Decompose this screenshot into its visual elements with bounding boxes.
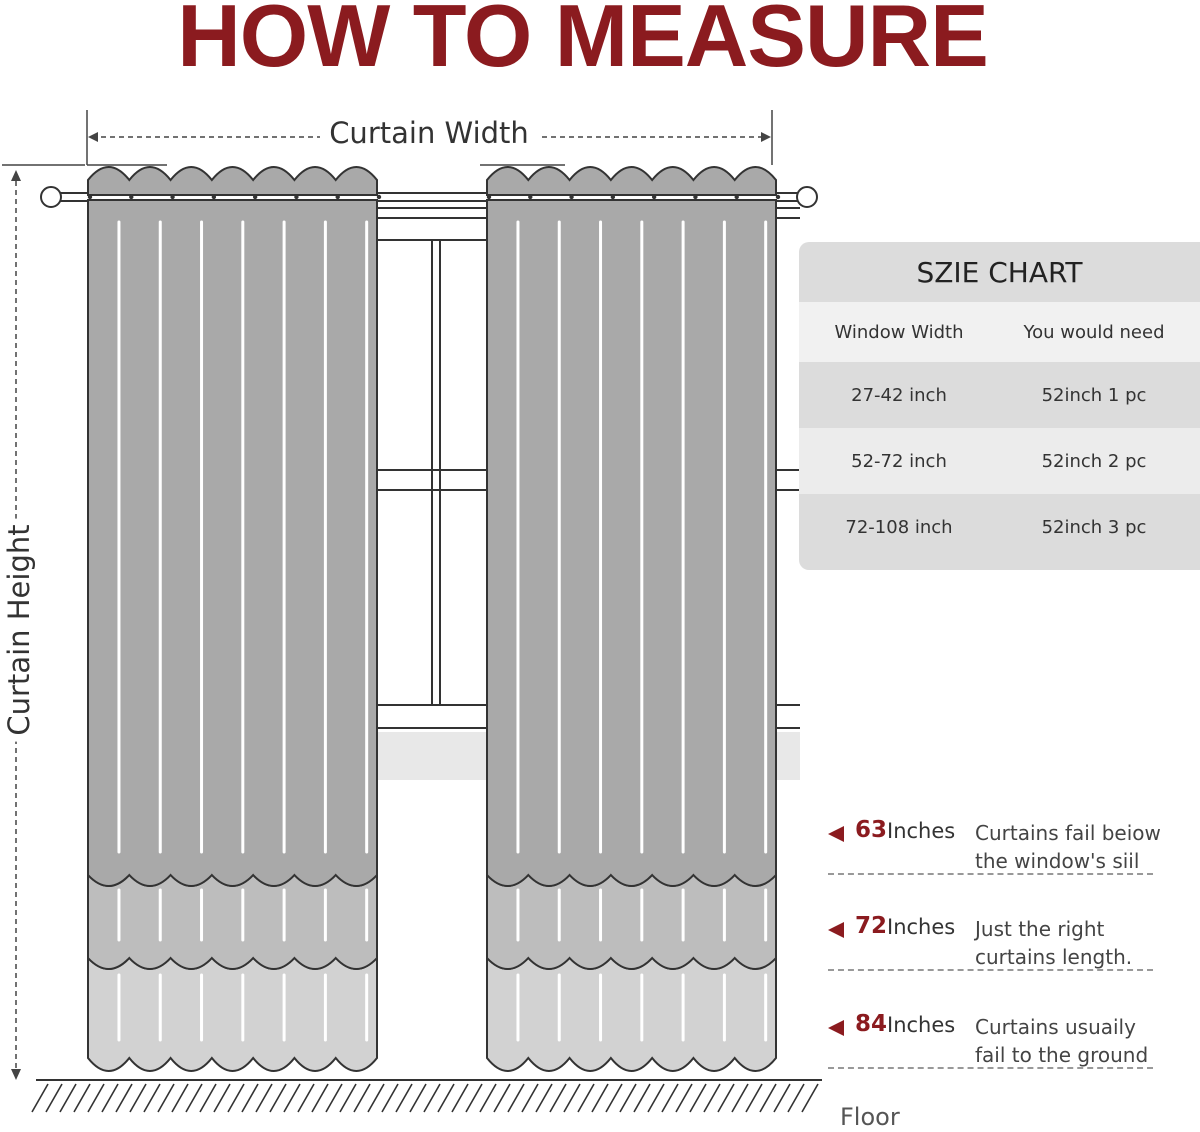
floor-label: Floor <box>840 1103 900 1131</box>
size-chart-row <box>799 494 1200 560</box>
left-arrow-icon <box>828 826 844 842</box>
length-unit: Inches <box>887 1013 956 1037</box>
window-width-cell: 27-42 inch <box>851 384 947 406</box>
floor <box>32 1080 822 1112</box>
need-cell: 52inch 2 pc <box>1041 450 1147 472</box>
curtain-middle-band <box>487 875 776 969</box>
curtain-bottom-band <box>88 958 377 1071</box>
size-chart-header-row <box>799 302 1200 362</box>
size-chart-title: SZIE CHART <box>916 256 1083 289</box>
dashed-divider <box>828 1067 1153 1069</box>
curtain-header <box>487 167 776 195</box>
curtain-bottom-band <box>487 958 776 1071</box>
header-you-would-need: You would need <box>1023 321 1165 343</box>
length-value: 84 <box>855 1011 888 1037</box>
window-sill <box>775 732 800 780</box>
window-width-cell: 72-108 inch <box>845 516 953 538</box>
curtain-height-label: Curtain Height <box>2 518 36 741</box>
size-chart-row <box>799 428 1200 494</box>
curtain-main-body <box>88 200 377 886</box>
length-unit: Inches <box>887 819 956 843</box>
curtain-panel <box>88 167 381 1071</box>
need-cell: 52inch 1 pc <box>1041 384 1147 406</box>
length-description: Curtains usuaily fail to the ground <box>975 1015 1149 1067</box>
curtain-main-body <box>487 200 776 886</box>
dashed-divider <box>828 873 1153 875</box>
need-cell: 52inch 3 pc <box>1041 516 1147 538</box>
size-chart-row <box>799 362 1200 428</box>
page-title: HOW TO MEASURE <box>177 0 988 85</box>
left-arrow-icon <box>828 922 844 938</box>
size-chart <box>799 242 1200 570</box>
left-arrow-icon <box>828 1020 844 1036</box>
curtain-panel <box>487 167 780 1071</box>
curtain-middle-band <box>88 875 377 969</box>
header-window-width: Window Width <box>834 321 964 343</box>
curtain-header <box>88 167 377 195</box>
rod-finial <box>41 187 61 207</box>
length-description: Just the right curtains length. <box>975 917 1133 969</box>
rod-finial <box>797 187 817 207</box>
length-value: 72 <box>855 913 888 939</box>
length-description: Curtains fail beiow the window's siil <box>975 821 1161 873</box>
window-width-cell: 52-72 inch <box>851 450 947 472</box>
curtain-width-label: Curtain Width <box>320 116 538 150</box>
window-sill <box>376 732 488 780</box>
length-value: 63 <box>855 817 888 843</box>
dashed-divider <box>828 969 1153 971</box>
length-unit: Inches <box>887 915 956 939</box>
